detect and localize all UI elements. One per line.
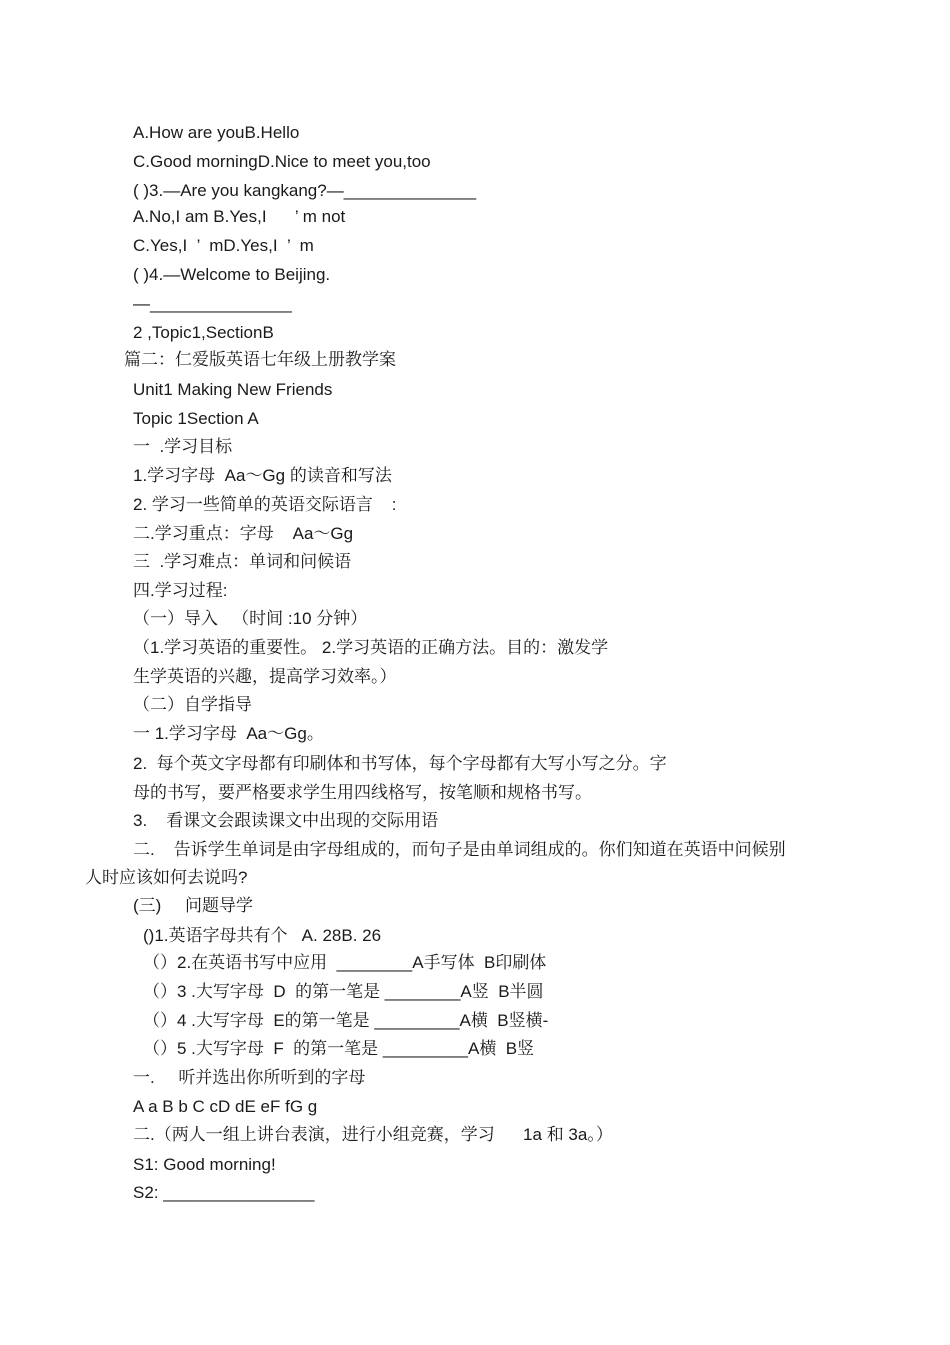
text-line: （）5 .大写字母 F 的第一笔是 _________A横 B竖 [143, 1039, 535, 1058]
text-line: 二.学习重点：字母 Aa～Gg [133, 524, 354, 543]
text-line: 1.学习字母 Aa～Gg 的读音和写法 [133, 466, 392, 485]
text-line: （）4 .大写字母 E的第一笔是 _________A横 B竖横- [143, 1011, 549, 1030]
text-line: S2: ________________ [133, 1183, 315, 1202]
text-line: ( )3.—Are you kangkang?—______________ [133, 181, 477, 200]
text-line: 3. 看课文会跟读课文中出现的交际用语 [133, 811, 439, 830]
text-line: ()1.英语字母共有个 A. 28B. 26 [143, 926, 382, 945]
text-line: 一. 听并选出你所听到的字母 [133, 1068, 366, 1087]
text-line: A.How are youB.Hello [133, 123, 300, 142]
text-line: 一 1.学习字母 Aa～Gg。 [133, 724, 324, 743]
text-line: ( )4.—Welcome to Beijing. [133, 265, 331, 284]
text-line: 二. 告诉学生单词是由字母组成的，而句子是由单词组成的。你们知道在英语中问候别 [133, 840, 786, 859]
text-line: C.Yes,I ’ mD.Yes,I ’ m [133, 236, 314, 255]
text-line: 四.学习过程: [133, 581, 228, 600]
text-line: （1.学习英语的重要性。 2.学习英语的正确方法。目的：激发学 [133, 638, 609, 657]
text-line: S1: Good morning! [133, 1155, 276, 1174]
text-line: 生学英语的兴趣，提高学习效率。） [133, 667, 397, 686]
section-heading: 篇二：仁爱版英语七年级上册教学案 [124, 350, 396, 369]
text-line: （一）导入 （时间 :10 分钟） [133, 609, 368, 628]
text-line: A a B b C cD dE eF fG g [133, 1097, 318, 1116]
text-line: 2. 学习一些简单的英语交际语言 : [133, 495, 397, 514]
text-line: Topic 1Section A [133, 409, 259, 428]
text-line: A.No,I am B.Yes,I ’ m not [133, 207, 346, 226]
text-line: 2. 每个英文字母都有印刷体和书写体，每个字母都有大写小写之分。字 [133, 754, 667, 773]
text-line: 一 .学习目标 [133, 437, 233, 456]
text-line: (三) 问题导学 [133, 896, 253, 915]
text-line: —_______________ [133, 294, 292, 313]
text-line: Unit1 Making New Friends [133, 380, 333, 399]
text-line: 三 .学习难点：单词和问候语 [133, 552, 352, 571]
text-line: C.Good morningD.Nice to meet you,too [133, 152, 431, 171]
text-line: 母的书写，要严格要求学生用四线格写，按笔顺和规格书写。 [133, 783, 592, 802]
text-line: （）2.在英语书写中应用 ________A手写体 B印刷体 [143, 953, 547, 972]
text-line: 人时应该如何去说吗? [85, 868, 248, 887]
text-line: （）3 .大写字母 D 的第一笔是 ________A竖 B半圆 [143, 982, 544, 1001]
text-line: 二.（两人一组上讲台表演，进行小组竞赛，学习 1a 和 3a。） [133, 1125, 613, 1144]
text-line: 2 ,Topic1,SectionB [133, 323, 274, 342]
text-line: （二）自学指导 [133, 695, 252, 714]
